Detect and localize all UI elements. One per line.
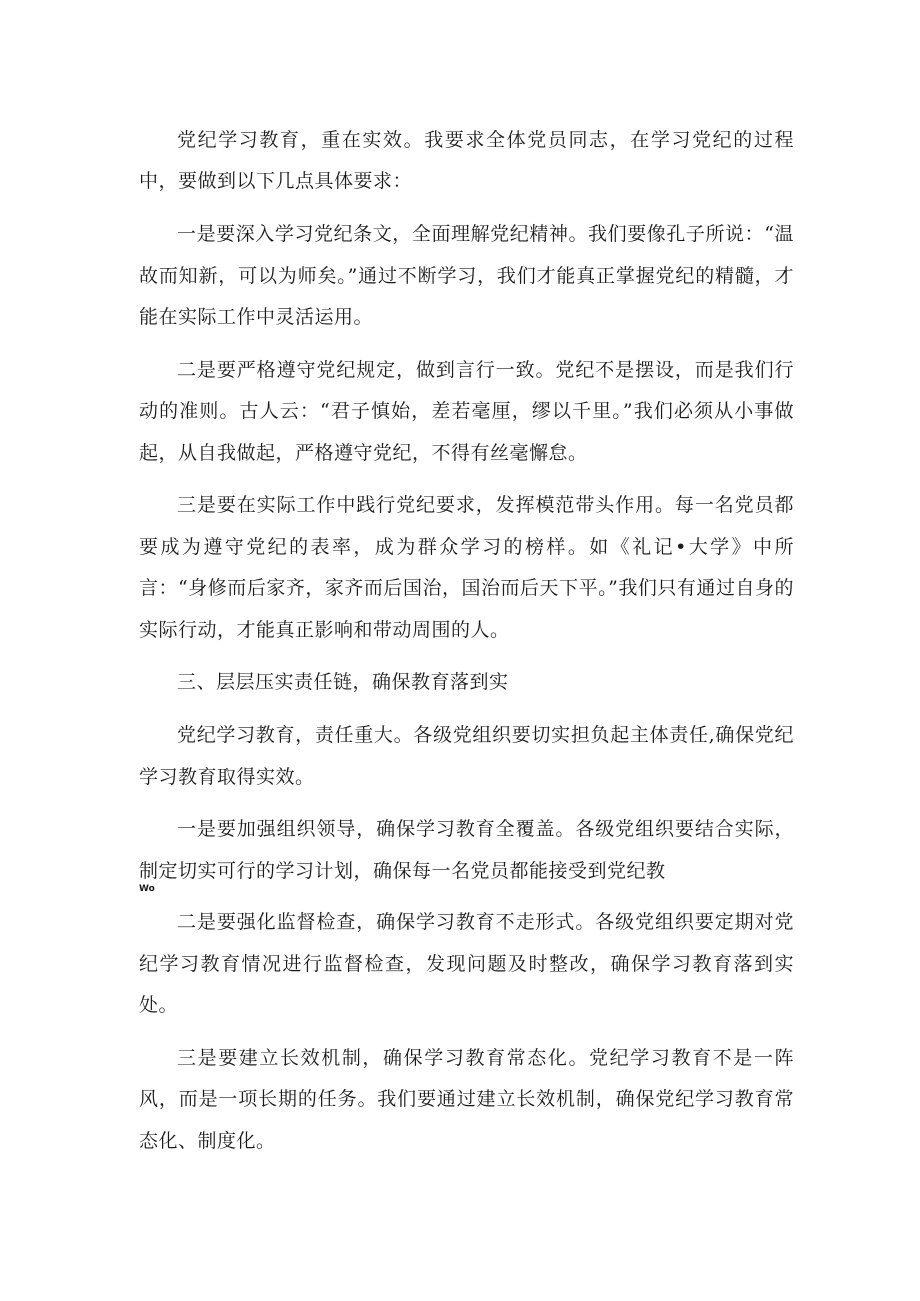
document-body [139,120,794,1162]
section-heading-3: 三、层层压实责任链，确保教育落到实 [177,671,509,694]
paragraph-organization: 一是要加强组织领导，确保学习教育全覆盖。各级党组织要结合实际，制定切实可行的学习计划，确保每一名党员都能接受到党纪教 [139,818,794,882]
paragraph-supervision: 二是要强化监督检查，确保学习教育不走形式。各级党组织要定期对党纪学习教育情况进行监督检查，发现问题及时整改，确保学习教育落到实处。 [139,911,794,1017]
paragraph-responsibility: 党纪学习教育，责任重大。各级党组织要切实担负起主体责任,确保党纪学习教育取得实效。 [139,724,794,788]
paragraph-point-3-practice: 三是要在实际工作中践行党纪要求，发挥模范带头作用。每一名党员都要成为遵守党纪的表率，成为群众学习的榜样。如《礼记•大学》中所言：“身修而后家齐，家齐而后国治，国治而后天下平。”我们只有通过自身的实际行动，才能真正影响和带动周围的人。 [139,494,794,641]
text-fragment: Wo [139,884,155,895]
paragraph-long-term: 三是要建立长效机制，确保学习教育常态化。党纪学习教育不是一阵风，而是一项长期的任务。我们要通过建立长效机制，确保党纪学习教育常态化、制度化。 [139,1046,794,1152]
paragraph-point-1-study: 一是要深入学习党纪条文，全面理解党纪精神。我们要像孔子所说：“温故而知新，可以为师矣。”通过不断学习，我们才能真正掌握党纪的精髓，才能在实际工作中灵活运用。 [139,223,794,329]
paragraph-intro: 党纪学习教育，重在实效。我要求全体党员同志，在学习党纪的过程中，要做到以下几点具体要求： [139,129,794,193]
paragraph-point-2-comply: 二是要严格遵守党纪规定，做到言行一致。党纪不是摆设，而是我们行动的准则。古人云：“君子慎始，差若毫厘，缪以千里。”我们必须从小事做起，从自我做起，严格遵守党纪，不得有丝毫懈怠。 [139,358,794,464]
